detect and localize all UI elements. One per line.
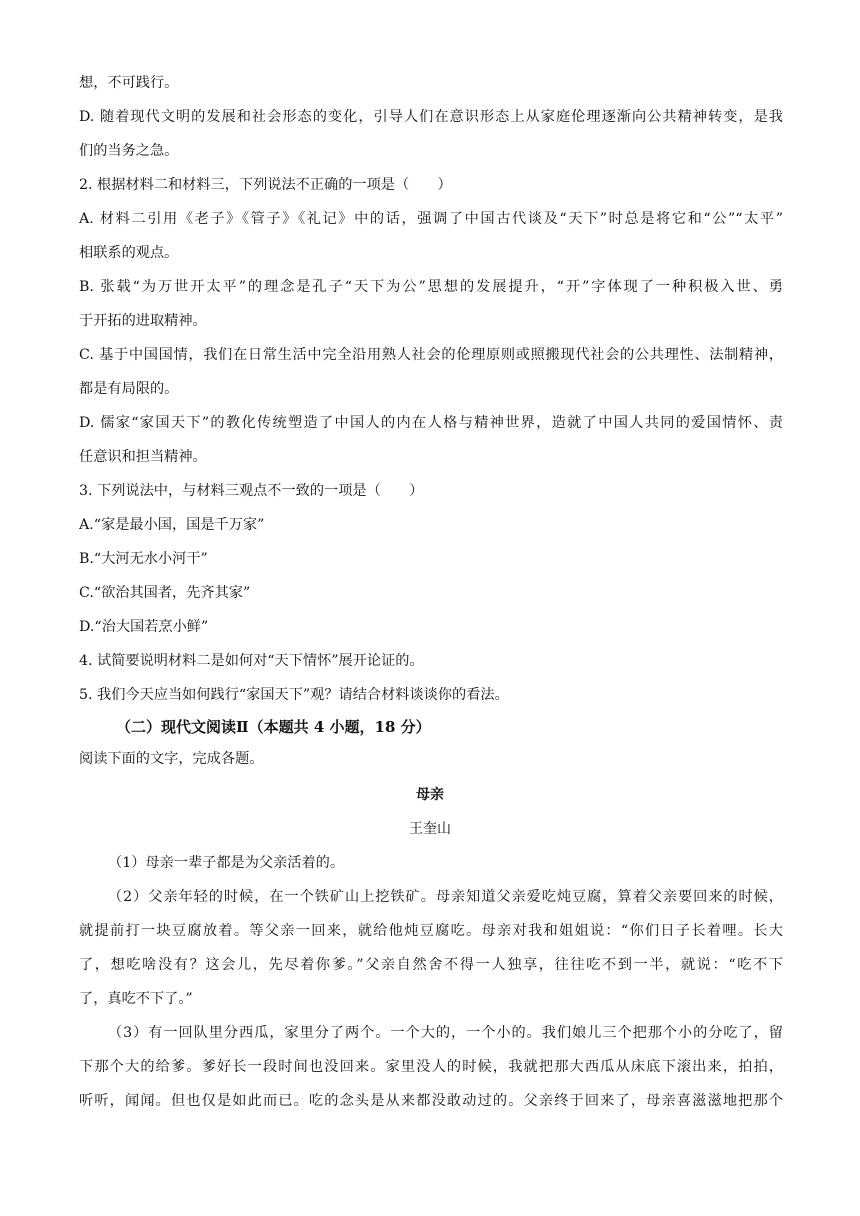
story-paragraph-1: （1）母亲一辈子都是为父亲活着的。 <box>108 855 345 871</box>
q2-option-d-line-2: 任意识和担当精神。 <box>79 449 207 465</box>
q3-option-a: A.“家是最小国，国是千万家” <box>79 517 265 533</box>
story-paragraph-2-line-4: 了，真吃不下了。” <box>79 991 193 1007</box>
story-author: 王奎山 <box>409 821 451 837</box>
q3-option-d: D.“治大国若烹小鲜” <box>79 619 209 635</box>
question-5: 5. 我们今天应当如何践行“家国天下”观？请结合材料谈谈你的看法。 <box>79 687 509 703</box>
question-2-stem: 2. 根据材料二和材料三，下列说法不正确的一项是（ ） <box>79 177 452 193</box>
q1-option-d-line-2: 们的当务之急。 <box>79 143 179 159</box>
q1-option-d-line-1: D. 随着现代文明的发展和社会形态的变化，引导人们在意识形态上从家庭伦理逐渐向公共精神转变，是我 <box>79 109 783 125</box>
section-instruction: 阅读下面的文字，完成各题。 <box>79 751 264 767</box>
q3-option-c: C.“欲治其国者，先齐其家” <box>79 585 251 601</box>
section-heading: （二）现代文阅读Ⅱ（本题共 4 小题，18 分） <box>116 718 431 736</box>
story-paragraph-3-line-3: 听听，闻闻。但也仅是如此而已。吃的念头是从来都没敢动过的。父亲终于回来了，母亲喜滋滋地把那个 <box>79 1093 783 1109</box>
q2-option-a-line-1: A. 材料二引用《老子》《管子》《礼记》中的话，强调了中国古代谈及“天下”时总是将它和“公”“太平” <box>79 211 783 227</box>
story-paragraph-3-line-1: （3）有一回队里分西瓜，家里分了两个。一个大的，一个小的。我们娘儿三个把那个小的分吃了，留 <box>108 1025 783 1041</box>
q3-option-b: B.“大河无水小河干” <box>79 551 208 567</box>
story-paragraph-3-line-2: 下那个大的给爹。爹好长一段时间也没回来。家里没人的时候，我就把那大西瓜从床底下滚出来，拍拍， <box>79 1059 783 1075</box>
q2-option-c-line-1: C. 基于中国国情，我们在日常生活中完全沿用熟人社会的伦理原则或照搬现代社会的公共理性、法制精神， <box>79 347 783 363</box>
question-3-stem: 3. 下列说法中，与材料三观点不一致的一项是（ ） <box>79 483 424 499</box>
story-title: 母亲 <box>416 787 444 803</box>
q2-option-b-line-2: 于开拓的进取精神。 <box>79 313 207 329</box>
q2-option-d-line-1: D. 儒家“家国天下”的教化传统塑造了中国人的内在人格与精神世界，造就了中国人共同的爱国情怀、责 <box>79 415 783 431</box>
question-4: 4. 试简要说明材料二是如何对“天下情怀”展开论证的。 <box>79 653 424 669</box>
q2-option-a-line-2: 相联系的观点。 <box>79 245 179 261</box>
story-paragraph-2-line-1: （2）父亲年轻的时候，在一个铁矿山上挖铁矿。母亲知道父亲爱吃炖豆腐，算着父亲要回来的时候， <box>108 889 783 905</box>
previous-question-tail: 想，不可践行。 <box>79 75 179 91</box>
q2-option-c-line-2: 都是有局限的。 <box>79 381 179 397</box>
story-paragraph-2-line-3: 了，想吃啥没有？这会儿，先尽着你爹。”父亲自然舍不得一人独享，往往吃不到一半，就说：“吃不下 <box>79 957 783 973</box>
q2-option-b-line-1: B. 张载“为万世开太平”的理念是孔子“天下为公”思想的发展提升，“开”字体现了一种积极入世、勇 <box>79 279 783 295</box>
story-paragraph-2-line-2: 就提前打一块豆腐放着。等父亲一回来，就给他炖豆腐吃。母亲对我和姐姐说：“你们日子长着哩。长大 <box>79 923 783 939</box>
